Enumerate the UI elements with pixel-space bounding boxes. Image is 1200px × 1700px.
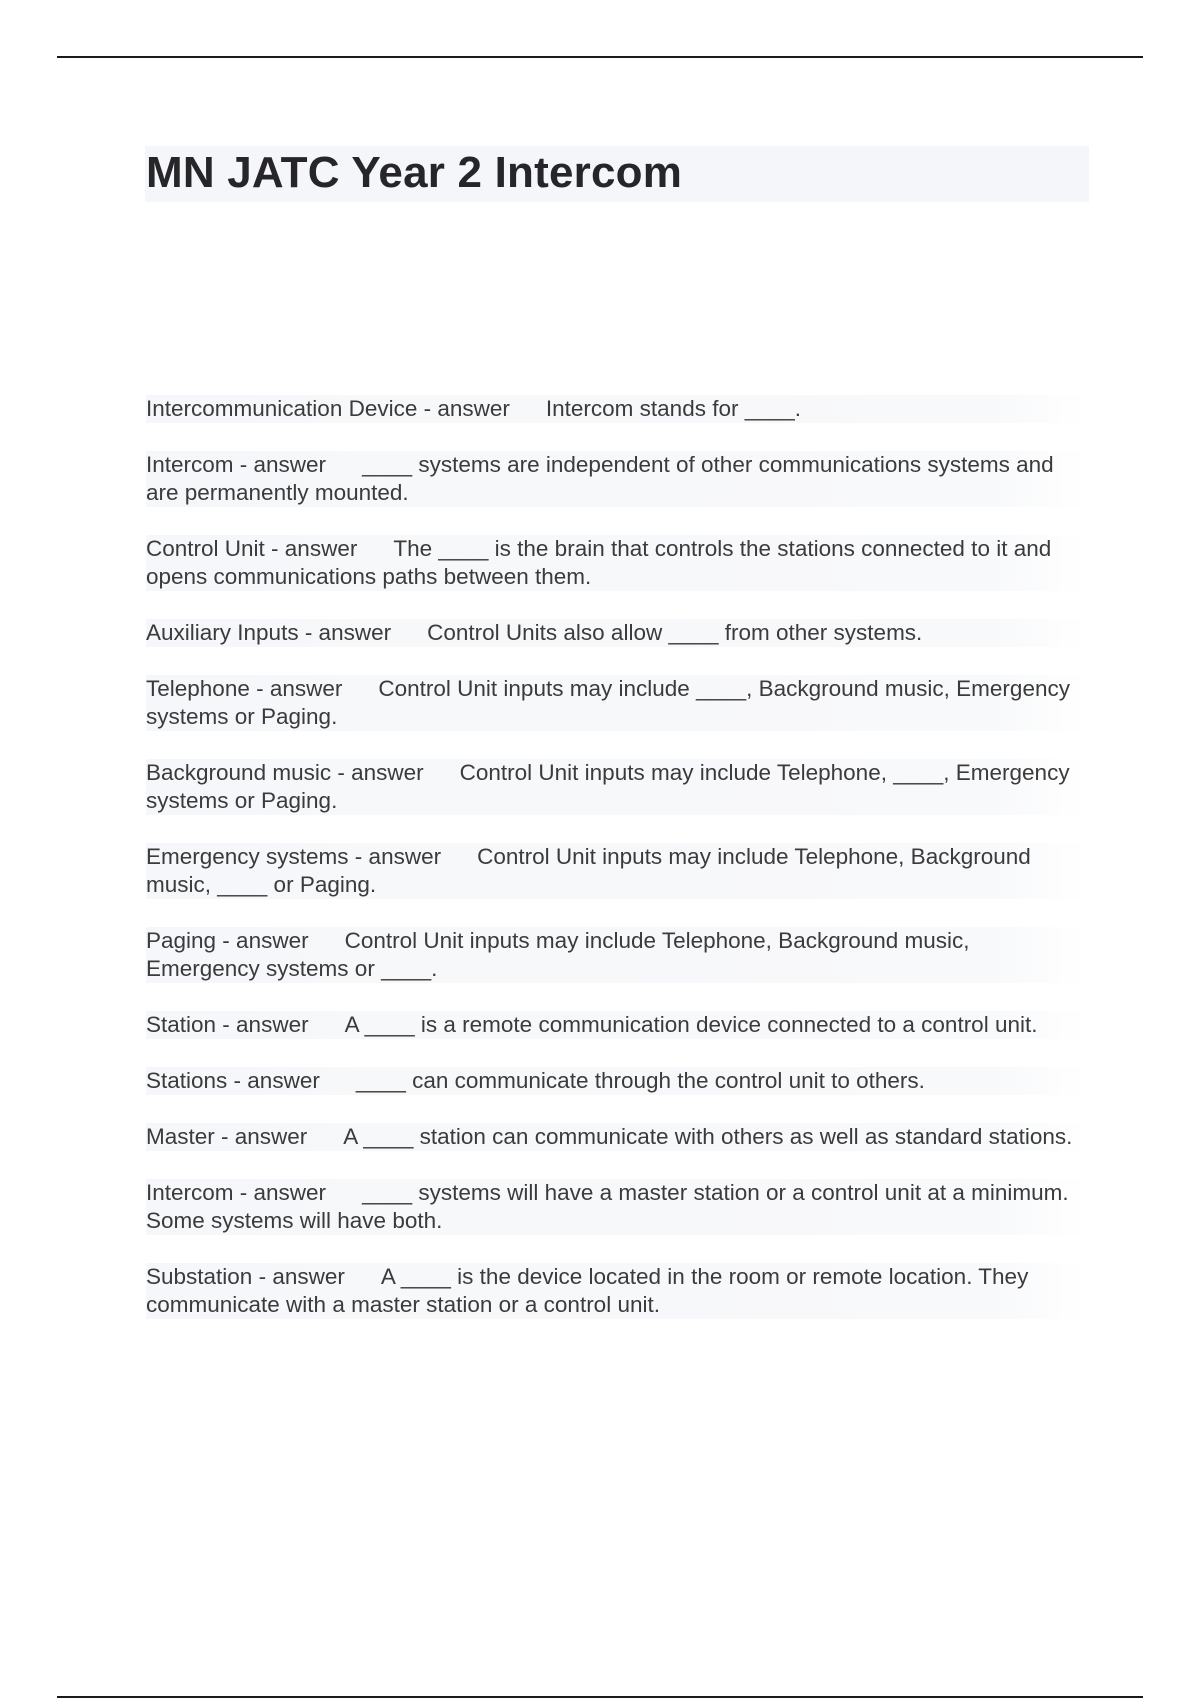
qa-definition: The ____ is the brain that controls the stations connected to it and opens communications paths between them. [146,536,1052,589]
qa-term: Intercom - answer [146,1180,327,1205]
qa-definition: A ____ is the device located in the room or remote location. They communicate with a master station or a control unit. [146,1264,1029,1317]
qa-item [146,619,1086,647]
qa-item [146,759,1086,815]
qa-item [146,1123,1086,1151]
bottom-rule [57,1696,1143,1698]
qa-definition: Control Units also allow ____ from other systems. [427,620,923,645]
qa-term: Telephone - answer [146,676,343,701]
qa-item [146,1263,1086,1319]
qa-item [146,1179,1086,1235]
qa-term: Auxiliary Inputs - answer [146,620,392,645]
qa-definition: A ____ is a remote communication device connected to a control unit. [344,1012,1038,1037]
qa-item [146,843,1086,899]
qa-list [146,395,1086,1347]
qa-term: Master - answer [146,1124,308,1149]
qa-definition: A ____ station can communicate with others as well as standard stations. [343,1124,1073,1149]
qa-item [146,1067,1086,1095]
qa-definition: Control Unit inputs may include Telephone, ____, Emergency systems or Paging. [146,760,1070,813]
qa-item [146,395,1086,423]
qa-item [146,451,1086,507]
qa-item [146,535,1086,591]
top-rule [57,56,1143,58]
qa-term: Station - answer [146,1012,309,1037]
qa-definition: Control Unit inputs may include Telephone, Background music, Emergency systems or ____. [146,928,970,981]
qa-term: Control Unit - answer [146,536,358,561]
qa-term: Stations - answer [146,1068,320,1093]
qa-term: Emergency systems - answer [146,844,442,869]
qa-item [146,1011,1086,1039]
qa-definition: ____ systems are independent of other communications systems and are permanently mounted. [146,452,1054,505]
page-title: MN JATC Year 2 Intercom [146,148,683,197]
qa-definition: Control Unit inputs may include Telephone, Background music, ____ or Paging. [146,844,1031,897]
qa-definition: Intercom stands for ____. [545,396,802,421]
qa-term: Substation - answer [146,1264,345,1289]
qa-definition: ____ systems will have a master station or a control unit at a minimum. Some systems will have both. [146,1180,1069,1233]
qa-item [146,675,1086,731]
qa-definition: Control Unit inputs may include ____, Background music, Emergency systems or Paging. [146,676,1070,729]
qa-term: Intercom - answer [146,452,327,477]
qa-term: Paging - answer [146,928,309,953]
qa-term: Background music - answer [146,760,424,785]
qa-definition: ____ can communicate through the control unit to others. [355,1068,925,1093]
qa-item [146,927,1086,983]
qa-term: Intercommunication Device - answer [146,396,510,421]
